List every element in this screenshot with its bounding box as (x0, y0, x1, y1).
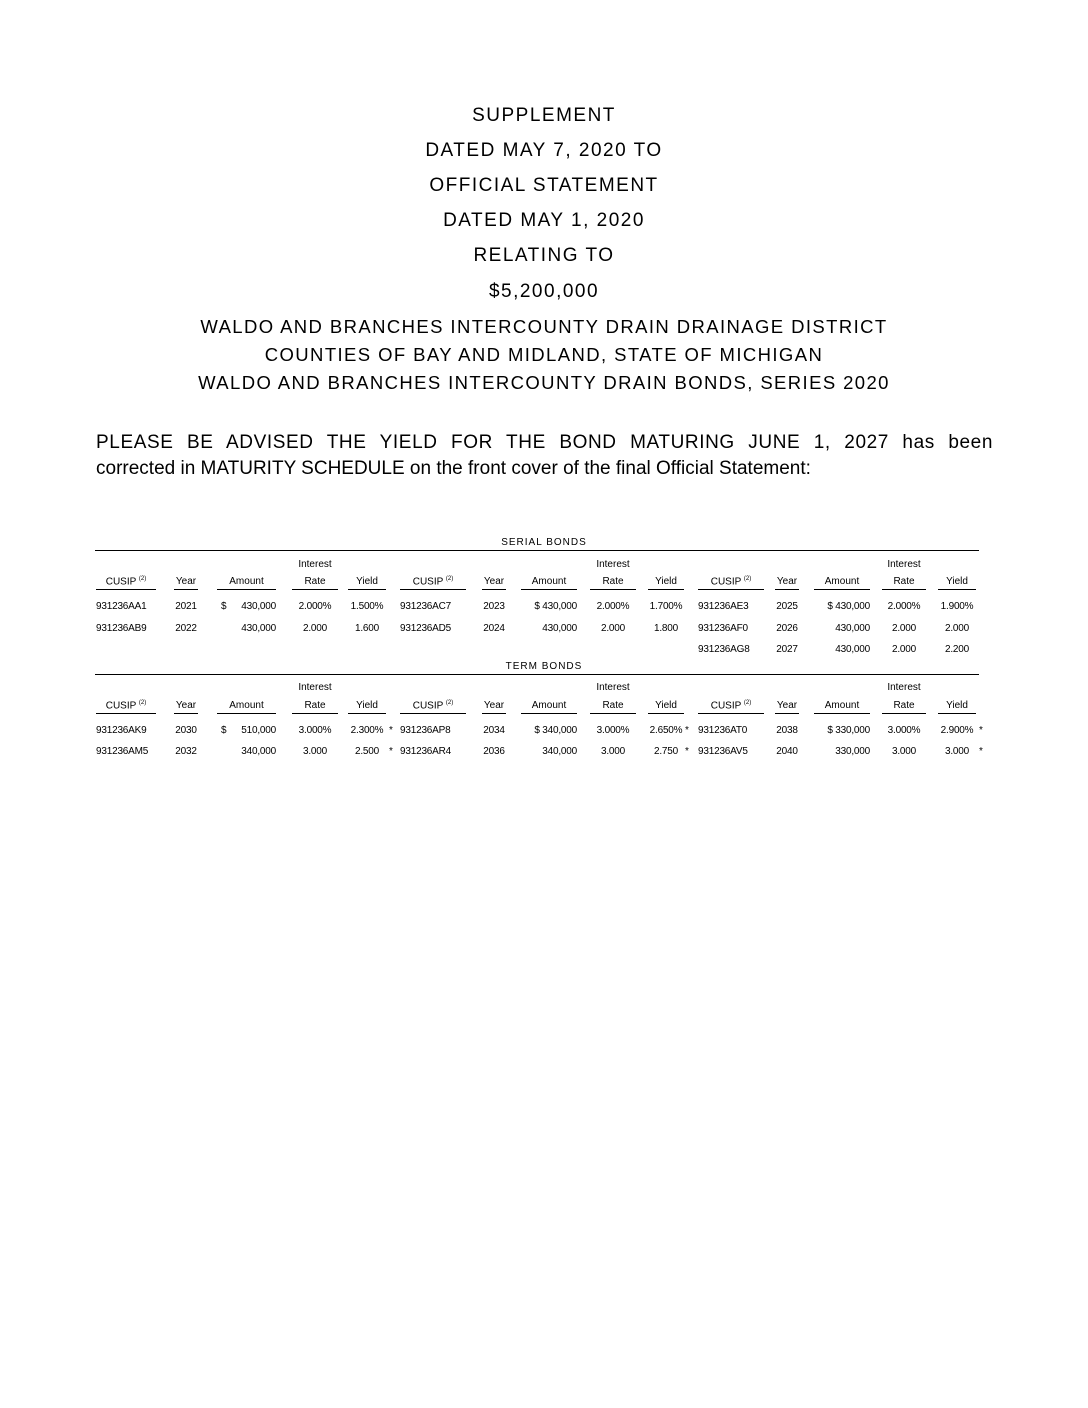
cusip-cell: 931236AP8 (400, 725, 451, 736)
yield-asterisk: * (979, 746, 983, 757)
serial-interest-label: Interest (596, 559, 630, 570)
term-year-header: Year (775, 700, 799, 714)
cusip-footnote-ref: (2) (445, 576, 454, 582)
yield-cell: 1.600 (354, 623, 380, 634)
notice-line-2: corrected in MATURITY SCHEDULE on the front cover of the final Official Statement: (96, 458, 811, 479)
supplement-title: SUPPLEMENT (472, 105, 616, 126)
year-cell: 2036 (483, 746, 505, 757)
district-name: WALDO AND BRANCHES INTERCOUNTY DRAIN DRAINAGE DISTRICT (200, 316, 888, 337)
serial-rate-header: Rate (590, 576, 636, 590)
cusip-cell: 931236AV5 (698, 746, 748, 757)
serial-amount-header: Amount (814, 576, 870, 590)
serial-interest-label: Interest (887, 559, 921, 570)
amount-cell: 430,000 (835, 623, 870, 634)
year-cell: 2021 (175, 601, 197, 612)
district-counties: COUNTIES OF BAY AND MIDLAND, STATE OF MICHIGAN (264, 344, 824, 365)
rate-cell: 2.000 (600, 623, 626, 634)
serial-amount-header: Amount (217, 576, 276, 590)
serial-cusip-header (698, 576, 764, 590)
rate-cell: 2.000% (298, 601, 332, 612)
bond-amount: $5,200,000 (488, 281, 600, 302)
term-yield-header: Yield (648, 700, 684, 714)
cusip-cell: 931236AT0 (698, 725, 748, 736)
term-cusip-header (698, 700, 764, 714)
term-amount-header: Amount (217, 700, 276, 714)
supplement-date: DATED MAY 7, 2020 TO (425, 140, 663, 161)
cusip-cell: 931236AR4 (400, 746, 452, 757)
term-year-header: Year (482, 700, 506, 714)
rate-cell: 3.000% (596, 725, 630, 736)
cusip-label: CUSIP (105, 576, 139, 588)
amount-cell: $ 340,000 (534, 725, 577, 736)
amount-cell: 430,000 (835, 644, 870, 655)
rate-cell: 2.000 (891, 623, 917, 634)
yield-cell: 1.500% (350, 601, 384, 612)
serial-year-header: Year (775, 576, 799, 590)
term-rate-header: Rate (882, 700, 926, 714)
serial-year-header: Year (174, 576, 198, 590)
year-cell: 2032 (175, 746, 197, 757)
cusip-cell: 931236AD5 (400, 623, 452, 634)
year-cell: 2022 (175, 623, 197, 634)
amount-cell: 340,000 (542, 746, 577, 757)
term-yield-header: Yield (348, 700, 386, 714)
term-title: TERM BONDS (505, 661, 583, 672)
serial-title: SERIAL BONDS (501, 537, 587, 548)
cusip-cell: 931236AM5 (96, 746, 149, 757)
cusip-label: CUSIP (412, 576, 446, 588)
rate-cell: 2.000 (891, 644, 917, 655)
term-amount-header: Amount (814, 700, 870, 714)
serial-yield-header: Yield (648, 576, 684, 590)
yield-cell: 2.500 (354, 746, 380, 757)
year-cell: 2040 (776, 746, 798, 757)
amount-cell: 430,000 (241, 623, 276, 634)
amount-cell: 330,000 (835, 746, 870, 757)
amount-cell: 340,000 (241, 746, 276, 757)
cusip-label: CUSIP (710, 576, 744, 588)
term-yield-header: Yield (938, 700, 976, 714)
rate-cell: 2.000% (887, 601, 921, 612)
serial-yield-header: Yield (938, 576, 976, 590)
rate-cell: 2.000 (302, 623, 328, 634)
yield-asterisk: * (389, 746, 393, 757)
cusip-cell: 931236AC7 (400, 601, 452, 612)
yield-cell: 2.200 (944, 644, 970, 655)
year-cell: 2023 (483, 601, 505, 612)
rate-cell: 3.000 (302, 746, 328, 757)
amount-cell: $ 430,000 (827, 601, 870, 612)
cusip-cell: 931236AB9 (96, 623, 147, 634)
rate-cell: 3.000% (298, 725, 332, 736)
year-cell: 2026 (776, 623, 798, 634)
cusip-footnote-ref: (2) (743, 700, 752, 706)
cusip-footnote-ref: (2) (138, 700, 147, 706)
cusip-label: CUSIP (412, 700, 446, 712)
serial-cusip-header (400, 576, 466, 590)
yield-cell: 2.000 (944, 623, 970, 634)
term-rate-header: Rate (590, 700, 636, 714)
correction-notice (96, 430, 993, 482)
year-cell: 2024 (483, 623, 505, 634)
serial-yield-header: Yield (348, 576, 386, 590)
yield-cell: 2.750 (653, 746, 679, 757)
serial-rate-header: Rate (882, 576, 926, 590)
yield-cell: 2.650% (649, 725, 683, 736)
cusip-footnote-ref: (2) (743, 576, 752, 582)
yield-cell: 1.800 (653, 623, 679, 634)
notice-line-1: PLEASE BE ADVISED THE YIELD FOR THE BOND MATURING JUNE 1, 2027 has been (96, 432, 993, 453)
year-cell: 2025 (776, 601, 798, 612)
rate-cell: 3.000% (887, 725, 921, 736)
yield-cell: 2.900% (940, 725, 974, 736)
amount-cell: $ 430,000 (534, 601, 577, 612)
cusip-cell: 931236AA1 (96, 601, 147, 612)
cusip-label: CUSIP (710, 700, 744, 712)
yield-cell: 2.300% (350, 725, 384, 736)
amount-cell: $ 330,000 (827, 725, 870, 736)
bond-series: WALDO AND BRANCHES INTERCOUNTY DRAIN BONDS, SERIES 2020 (198, 372, 890, 393)
serial-cusip-header (96, 576, 156, 590)
term-interest-label: Interest (298, 682, 332, 693)
term-cusip-header (96, 700, 156, 714)
term-amount-header: Amount (521, 700, 577, 714)
rate-cell: 3.000 (600, 746, 626, 757)
amount-cell: 430,000 (542, 623, 577, 634)
serial-amount-header: Amount (521, 576, 577, 590)
cusip-footnote-ref: (2) (138, 576, 147, 582)
amount-cell: 510,000 (241, 725, 276, 736)
yield-asterisk: * (389, 725, 393, 736)
amount-cell: 430,000 (241, 601, 276, 612)
yield-asterisk: * (685, 746, 689, 757)
cusip-cell: 931236AG8 (698, 644, 750, 655)
term-interest-label: Interest (887, 682, 921, 693)
cusip-cell: 931236AF0 (698, 623, 748, 634)
serial-interest-label: Interest (298, 559, 332, 570)
relating-to: RELATING TO (473, 245, 615, 266)
cusip-cell: 931236AK9 (96, 725, 147, 736)
year-cell: 2027 (776, 644, 798, 655)
term-rule (95, 674, 979, 675)
term-interest-label: Interest (596, 682, 630, 693)
serial-rate-header: Rate (292, 576, 338, 590)
cusip-cell: 931236AE3 (698, 601, 749, 612)
dollar-sign: $ (221, 725, 227, 736)
cusip-footnote-ref: (2) (445, 700, 454, 706)
yield-cell: 3.000 (944, 746, 970, 757)
official-statement-date: DATED MAY 1, 2020 (443, 210, 645, 231)
serial-rule (95, 550, 979, 551)
rate-cell: 2.000% (596, 601, 630, 612)
year-cell: 2034 (483, 725, 505, 736)
yield-asterisk: * (979, 725, 983, 736)
serial-year-header: Year (482, 576, 506, 590)
official-statement-title: OFFICIAL STATEMENT (429, 175, 659, 196)
yield-asterisk: * (685, 725, 689, 736)
cusip-label: CUSIP (105, 700, 139, 712)
year-cell: 2038 (776, 725, 798, 736)
year-cell: 2030 (175, 725, 197, 736)
term-cusip-header (400, 700, 466, 714)
term-rate-header: Rate (292, 700, 338, 714)
yield-cell: 1.700% (649, 601, 683, 612)
yield-cell: 1.900% (940, 601, 974, 612)
dollar-sign: $ (221, 601, 227, 612)
term-year-header: Year (174, 700, 198, 714)
rate-cell: 3.000 (891, 746, 917, 757)
